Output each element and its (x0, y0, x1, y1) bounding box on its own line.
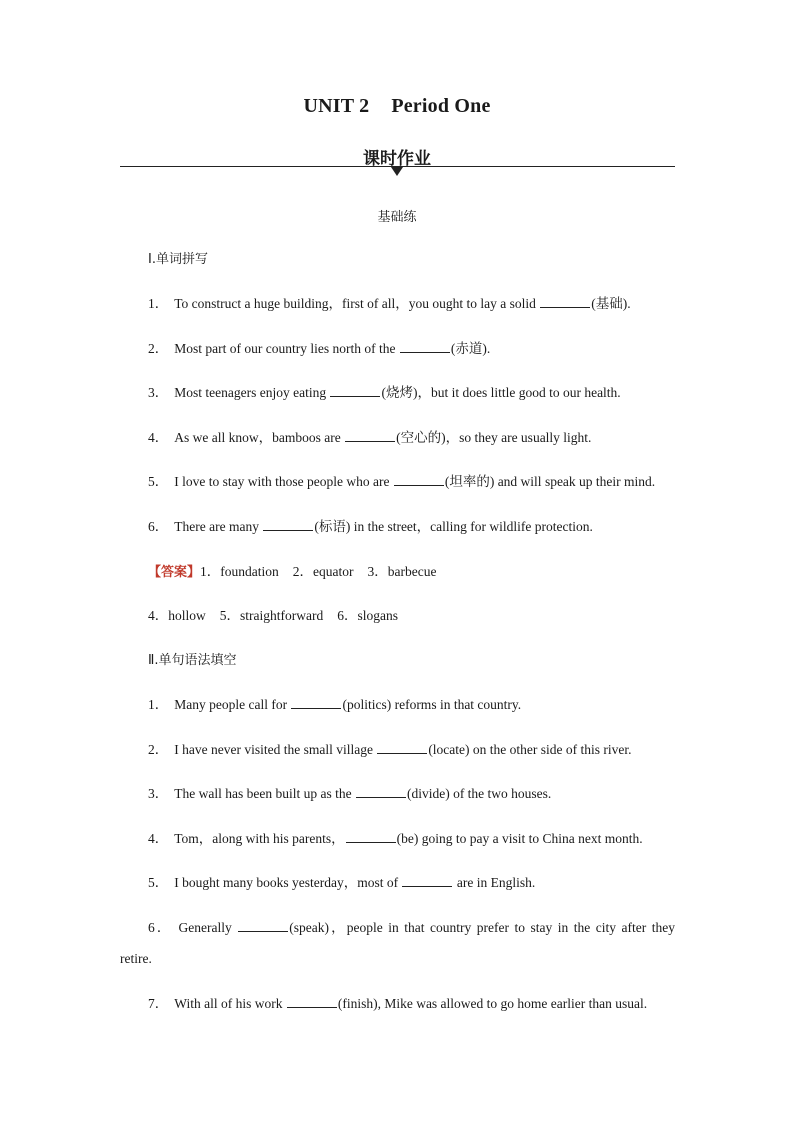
question-text: Most part of our country lies north of the (174, 341, 399, 356)
title-unit: UNIT 2 (303, 95, 370, 117)
question-number: 3． (148, 385, 169, 400)
part2-question-3 (148, 785, 551, 803)
question-text: Tom，along with his parents， (174, 831, 345, 846)
answer-blank[interactable] (400, 340, 450, 353)
question-text: The wall has been built up as the (174, 786, 355, 801)
answer-key-line-2 (148, 607, 412, 625)
question-hint: (speak)，people in that country prefer to stay in the city after they (289, 920, 675, 935)
question-text: I love to stay with those people who are (174, 474, 393, 489)
page-subtitle: 课时作业 (363, 149, 431, 169)
part2-question-7 (148, 995, 647, 1013)
part2-question-6-continuation: retire. (120, 951, 152, 966)
question-hint: (赤道). (450, 341, 491, 356)
page-title (0, 95, 794, 118)
question-number: 5． (148, 474, 169, 489)
question-text: Most teenagers enjoy eating (174, 385, 330, 400)
part2-heading: Ⅱ.单句语法填空 (148, 653, 237, 668)
part2-question-4 (148, 830, 643, 848)
question-text: With all of his work (174, 996, 286, 1011)
answer-blank[interactable] (238, 919, 288, 932)
answer-blank[interactable] (377, 741, 427, 754)
answer-label: 【答案】 (148, 565, 201, 580)
question-number: 4． (148, 831, 169, 846)
question-hint: (空心的)，so they are usually light. (396, 430, 592, 445)
title-period: Period One (391, 95, 491, 117)
question-text: There are many (174, 519, 263, 534)
part1-question-3 (148, 384, 621, 402)
question-hint: (locate) on the other side of this river. (428, 742, 632, 757)
question-hint: (divide) of the two houses. (406, 786, 552, 801)
question-hint: (finish), Mike was allowed to go home earlier than usual. (337, 996, 648, 1011)
question-number: 3． (148, 786, 169, 801)
answer-blank[interactable] (345, 429, 395, 442)
answer-blank[interactable] (540, 295, 590, 308)
question-number: 2． (148, 742, 169, 757)
answer-item: 5．straightforward (219, 608, 324, 623)
question-number: 6． (148, 920, 173, 935)
answer-item: 4．hollow (148, 608, 206, 623)
part1-question-1 (148, 295, 631, 313)
answer-blank[interactable] (346, 830, 396, 843)
question-hint: (be) going to pay a visit to China next month. (396, 831, 643, 846)
question-number: 5． (148, 875, 169, 890)
question-text: I bought many books yesterday，most of (174, 875, 402, 890)
part1-question-5 (148, 473, 655, 491)
question-hint: (基础). (591, 296, 631, 311)
question-number: 1． (148, 697, 169, 712)
part2-question-1 (148, 696, 521, 714)
question-number: 6． (148, 519, 169, 534)
answer-item: 3．barbecue (367, 564, 437, 579)
part1-question-6 (148, 518, 593, 536)
answer-key-line-1 (148, 563, 450, 582)
answer-item: 2．equator (292, 564, 354, 579)
part1-question-4 (148, 429, 591, 447)
answer-blank[interactable] (394, 473, 444, 486)
answer-item: 1．foundation (200, 564, 279, 579)
answer-blank[interactable] (356, 785, 406, 798)
question-text: As we all know，bamboos are (174, 430, 345, 445)
answer-item: 6．slogans (337, 608, 398, 623)
question-hint: (坦率的) and will speak up their mind. (444, 474, 656, 489)
question-text: Many people call for (174, 697, 291, 712)
question-number: 4． (148, 430, 169, 445)
question-text: Generally (178, 920, 238, 935)
answer-blank[interactable] (330, 384, 380, 397)
question-hint: (烧烤)，but it does little good to our health. (381, 385, 621, 400)
answer-blank[interactable] (402, 874, 452, 887)
answer-blank[interactable] (287, 995, 337, 1008)
question-text: I have never visited the small village (174, 742, 377, 757)
question-number: 2． (148, 341, 169, 356)
question-number: 7． (148, 996, 169, 1011)
section-title: 基础练 (377, 210, 417, 225)
question-hint: (标语) in the street，calling for wildlife protection. (314, 519, 593, 534)
part1-heading: Ⅰ.单词拼写 (148, 252, 208, 267)
question-text: To construct a huge building，first of all，you ought to lay a solid (174, 296, 540, 311)
question-hint: (politics) reforms in that country. (342, 697, 522, 712)
question-number: 1． (148, 296, 169, 311)
part2-question-5 (148, 874, 535, 892)
answer-blank[interactable] (291, 696, 341, 709)
part2-question-2 (148, 741, 632, 759)
part2-question-6 (148, 919, 675, 937)
answer-blank[interactable] (263, 518, 313, 531)
question-hint: are in English. (453, 875, 536, 890)
part1-question-2 (148, 340, 490, 358)
triangle-marker-icon (391, 167, 403, 176)
